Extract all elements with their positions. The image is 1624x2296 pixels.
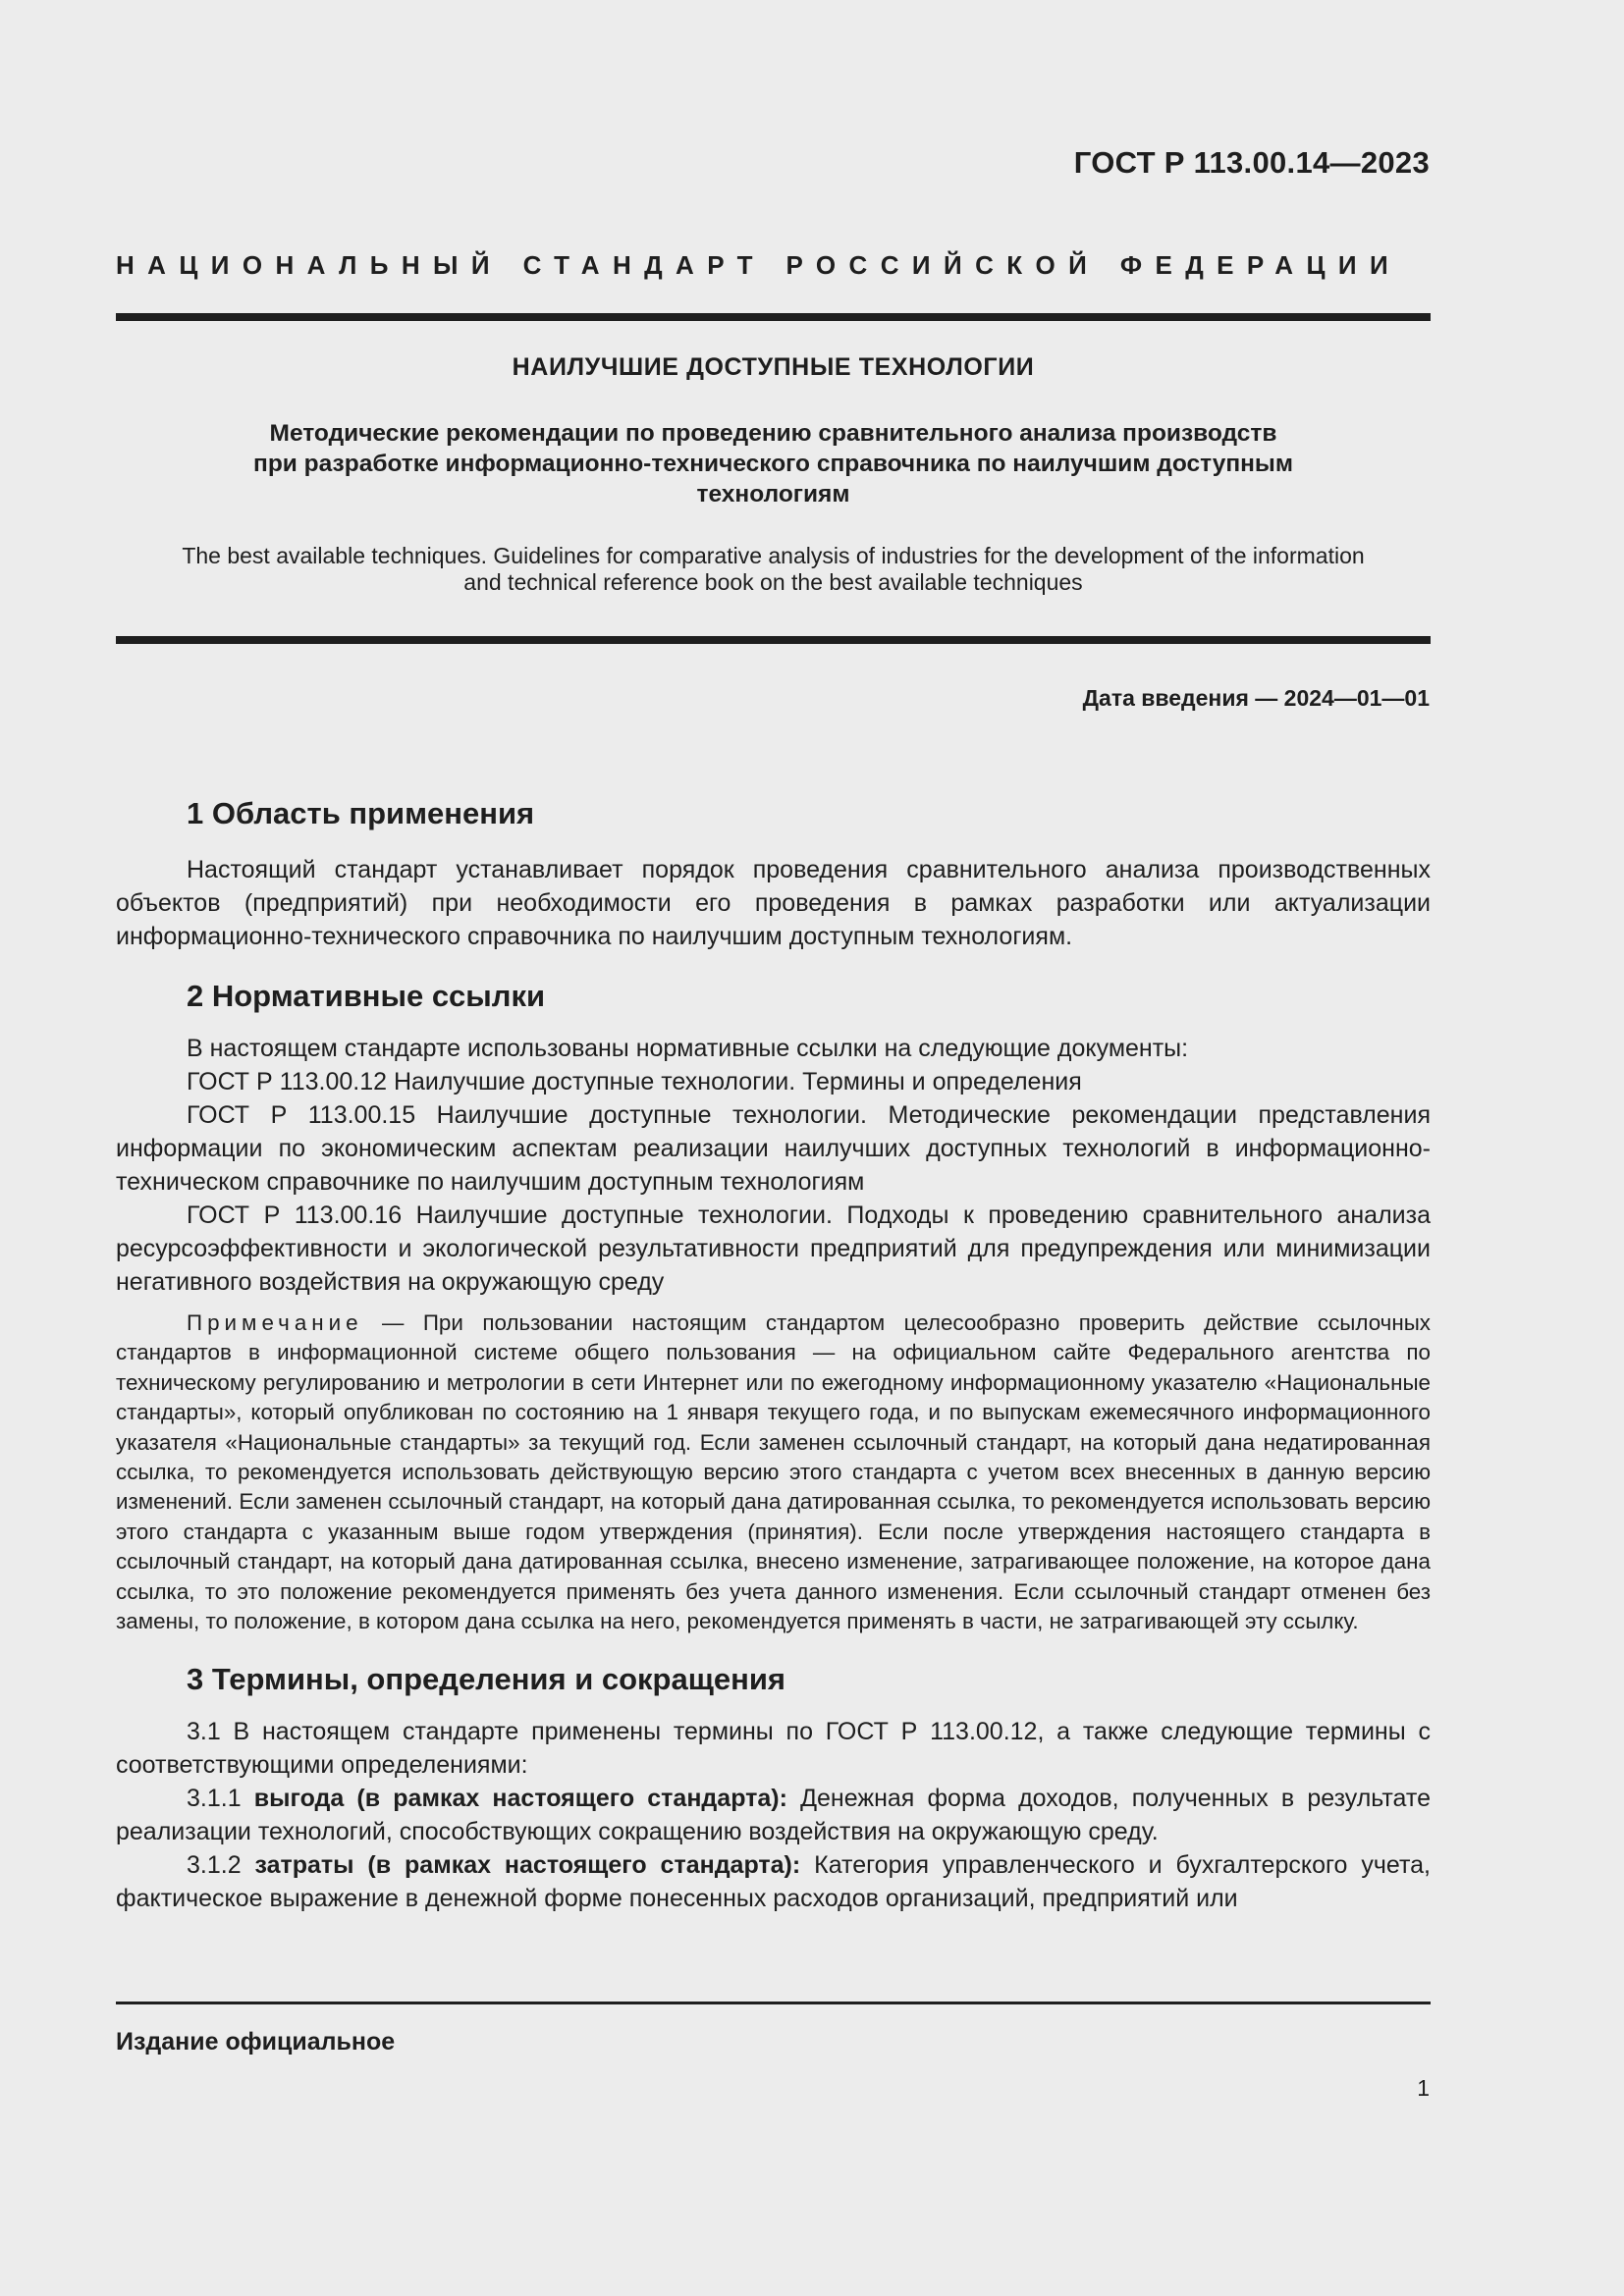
page-number: 1 [1417,2075,1430,2101]
top-divider [116,313,1431,321]
national-standard-heading: НАЦИОНАЛЬНЫЙ СТАНДАРТ РОССИЙСКОЙ ФЕДЕРАЦИИ [116,250,1402,280]
section-2-intro: В настоящем стандарте использованы нормативные ссылки на следующие документы: [187,1035,1189,1062]
clause-3-1-1 [116,1782,1431,1848]
official-edition-label: Издание официальное [116,2028,396,2056]
clause-3-1: 3.1 В настоящем стандарте применены термины по ГОСТ Р 113.00.12, а также следующие термины с соответствующими определениями: [116,1718,1431,1780]
subtitle-line: при разработке информационно-технического справочника по наилучшим доступным [253,451,1293,477]
note-paragraph [116,1308,1431,1636]
normative-reference: ГОСТ Р 113.00.12 Наилучшие доступные технологии. Термины и определения [187,1068,1082,1095]
standard-designation: ГОСТ Р 113.00.14—2023 [1073,145,1430,180]
section-2-title: 2 Нормативные ссылки [187,979,546,1013]
date-of-introduction: Дата введения — 2024—01—01 [1082,685,1430,711]
document-subtitle [116,418,1431,509]
title-divider [116,636,1431,644]
footer-divider [116,2002,1431,2004]
clause-3-1-2 [116,1848,1431,1915]
section-1-title: 1 Область применения [187,796,535,830]
term: выгода (в рамках настоящего стандарта): [253,1785,787,1813]
document-body [116,792,1431,1915]
normative-reference: ГОСТ Р 113.00.16 Наилучшие доступные технологии. Подходы к проведению сравнительного анализа ресурсоэффективности и экологической результативности предприятий для предупреждения или минимизации негативного воздействия на окружающую среду [116,1201,1431,1296]
english-title-line: The best available techniques. Guidelines for comparative analysis of industries for the development of the information [182,543,1365,568]
note-text: — При пользовании настоящим стандартом целесообразно проверить действие ссылочных стандартов в информационной системе общего пользования — на официальном сайте Федерального агентства по техническому регулированию и метрологии в сети Интернет или по ежегодному информационному указателю «Национальные стандарты», который опубликован по состоянию на 1 января текущего года, и по выпускам ежемесячного информационного указателя «Национальные стандарты» за текущий год. Если заменен ссылочный стандарт, на который дана недатированная ссылка, то рекомендуется использовать действующую версию этого стандарта с учетом всех внесенных в данную версию изменений. Если заменен ссылочный стандарт, на который дана датированная ссылка, то рекомендуется использовать версию этого стандарта с указанным выше годом утверждения (принятия). Если после утверждения настоящего стандарта в ссылочный стандарт, на который дана датированная ссылка, внесено изменение, затрагивающее положение, на которое дана ссылка, то это положение рекомендуется применять без учета данного изменения. Если ссылочный стандарт отменен без замены, то положение, в котором дана ссылка на него, рекомендуется применять в части, не затрагивающей эту ссылку. [116,1310,1431,1634]
term-definition: Категория управленческого и бухгалтерского учета, фактическое выражение в денежной форме понесенных расходов организаций, предприятий или [116,1851,1431,1913]
term: затраты (в рамках настоящего стандарта): [254,1851,801,1880]
english-title [116,543,1431,596]
english-title-line: and technical reference book on the best available techniques [463,569,1083,595]
term-definition: Денежная форма доходов, полученных в результате реализации технологий, способствующих сокращению воздействия на окружающую среду. [116,1785,1431,1846]
normative-reference: ГОСТ Р 113.00.15 Наилучшие доступные технологии. Методические рекомендации представления информации по экономическим аспектам реализации наилучших доступных технологий в информационно-техническом справочнике по наилучшим доступным технологиям [116,1101,1431,1196]
section-1-paragraph: Настоящий стандарт устанавливает порядок проведения сравнительного анализа производственных объектов (предприятий) при необходимости его проведения в рамках разработки или актуализации информационно-технического справочника по наилучшим доступным технологиям. [116,856,1431,950]
document-title: НАИЛУЧШИЕ ДОСТУПНЫЕ ТЕХНОЛОГИИ [512,353,1035,381]
section-3-title: 3 Термины, определения и сокращения [187,1662,785,1697]
clause-number: 3.1.1 [187,1785,254,1813]
subtitle-line: Методические рекомендации по проведению сравнительного анализа производств [269,420,1277,447]
note-label: Примечание [187,1310,363,1335]
subtitle-line: технологиям [696,481,850,507]
clause-number: 3.1.2 [187,1851,255,1880]
